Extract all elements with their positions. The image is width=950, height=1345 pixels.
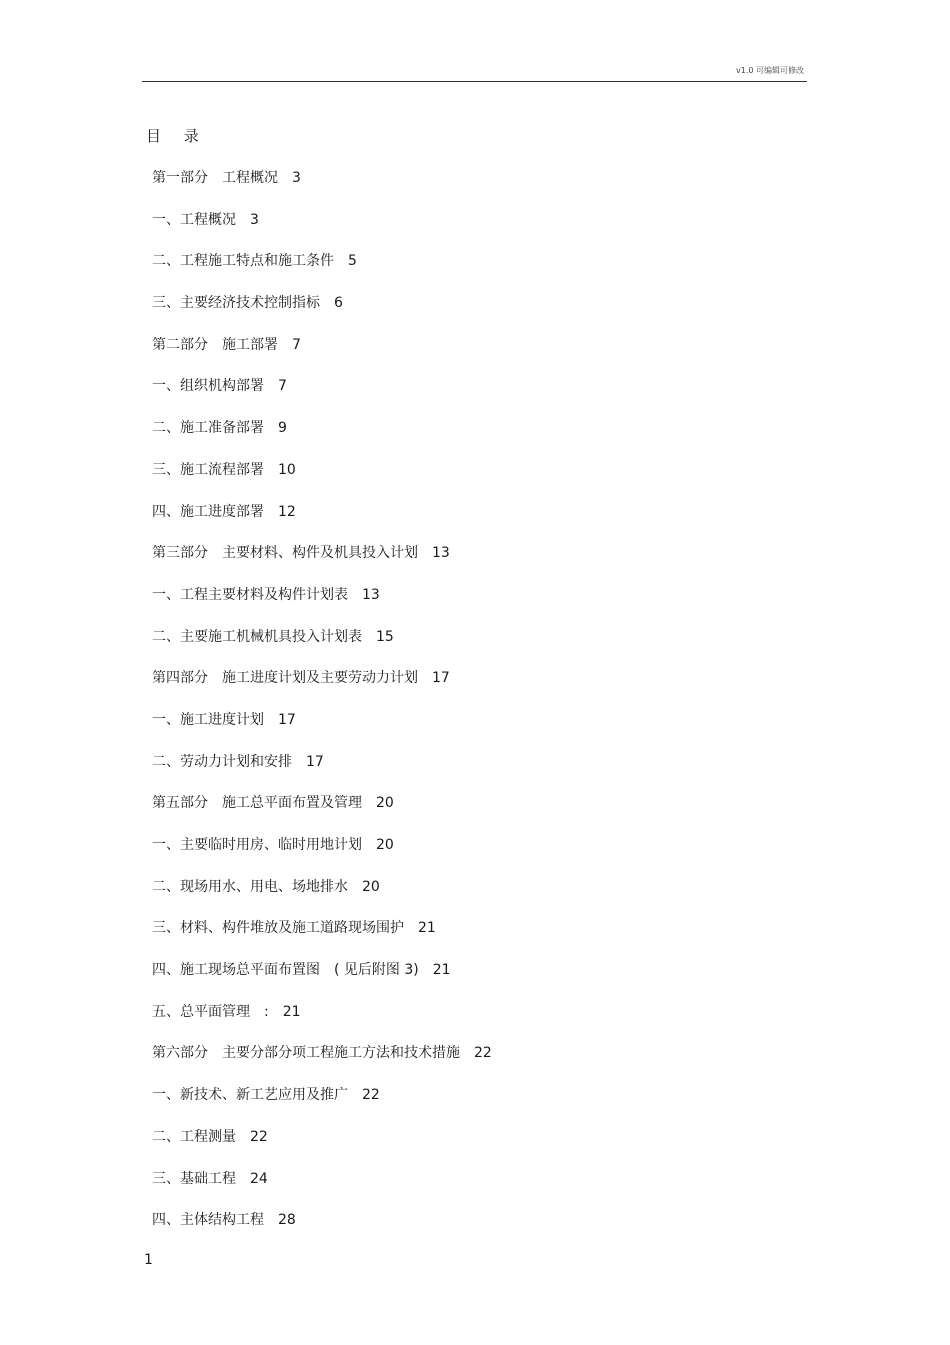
toc-entry[interactable] [152,627,492,669]
toc-entry-page: 17 [278,711,296,728]
toc-entry-label: 二、工程施工特点和施工条件 [152,253,334,270]
toc-entry[interactable] [152,1127,492,1169]
toc-entry[interactable] [152,418,492,460]
toc-title: 目 录 [146,127,208,145]
toc-entry-page: 20 [362,878,380,895]
toc-entry-page: 21 [282,1003,301,1020]
toc-entry[interactable] [152,502,492,544]
toc-entry[interactable] [152,376,492,418]
toc-entry[interactable] [152,1043,492,1085]
toc-entry-page: 28 [278,1212,296,1229]
toc-entry[interactable] [152,585,492,627]
toc-entry-page: 12 [278,503,296,520]
toc-entry-label: 二、劳动力计划和安排 [152,753,292,770]
toc-entry-page: 15 [376,628,394,645]
toc-entry-page: 21 [432,962,451,979]
toc-entry[interactable] [152,460,492,502]
toc-entry[interactable] [152,752,492,794]
toc-entry[interactable] [152,793,492,835]
toc-entry[interactable] [152,710,492,752]
toc-entry-page: 17 [306,753,324,770]
toc-entry-label: 三、主要经济技术控制指标 [152,295,320,312]
toc-entry-page: 9 [278,420,287,437]
toc-entry[interactable] [152,543,492,585]
toc-entry-label: 第六部分 主要分部分项工程施工方法和技术措施 [152,1045,460,1062]
toc-entry-page: 21 [418,920,436,937]
toc-entry[interactable] [152,210,492,252]
header-divider [142,81,807,82]
toc-entry-label: 第五部分 施工总平面布置及管理 [152,795,362,812]
toc-entry-page: 6 [334,295,343,312]
toc-entry[interactable] [152,293,492,335]
header-version-label: v1.0 可编辑可修改 [736,66,804,75]
toc-entry[interactable] [152,168,492,210]
toc-entry-label: 三、基础工程 [152,1170,236,1187]
toc-entry-label: 二、现场用水、用电、场地排水 [152,878,348,895]
toc-entry-page: 10 [278,461,296,478]
toc-entry-label: 一、组织机构部署 [152,378,264,395]
toc-entry-label: 一、工程主要材料及构件计划表 [152,586,348,603]
toc-entry[interactable] [152,835,492,877]
toc-entry-label: 三、施工流程部署 [152,461,264,478]
toc-entry[interactable] [152,251,492,293]
toc-entry-label: 二、主要施工机械机具投入计划表 [152,628,362,645]
toc-entry-label: 一、新技术、新工艺应用及推广 [152,1087,348,1104]
toc-entry-label: 二、施工准备部署 [152,420,264,437]
toc-entry[interactable] [152,877,492,919]
toc-entry[interactable] [152,918,492,960]
toc-entry[interactable] [152,1002,492,1044]
toc-entry-page: 5 [348,253,357,270]
toc-entry-label: 第一部分 工程概况 [152,170,278,186]
page-number: 1 [144,1252,153,1268]
toc-entry-page: 13 [432,545,450,562]
toc-entry-page: 20 [376,837,394,853]
toc-entry-page: 20 [376,795,394,812]
toc-entry[interactable] [152,1169,492,1211]
toc-entry-page: 7 [278,378,287,395]
toc-entry-label: 四、施工现场总平面布置图 ( 见后附图 3) [152,962,419,979]
toc-entry-label: 二、工程测量 [152,1128,236,1145]
toc-entry-page: 22 [474,1045,492,1062]
toc-entry-label: 一、工程概况 [152,211,236,228]
toc-entry-label: 一、主要临时用房、临时用地计划 [152,837,362,853]
toc-entry-page: 17 [432,670,450,687]
table-of-contents [152,168,492,1252]
toc-entry-page: 22 [362,1087,380,1104]
toc-entry-page: 13 [362,586,380,603]
toc-entry-page: 22 [250,1128,268,1145]
toc-entry-page: 7 [292,336,301,353]
toc-entry-page: 3 [250,211,259,228]
toc-entry[interactable] [152,960,492,1002]
toc-entry-page: 3 [292,170,301,186]
toc-entry-label: 四、主体结构工程 [152,1212,264,1229]
toc-entry-label: 三、材料、构件堆放及施工道路现场围护 [152,920,404,937]
toc-entry-page: 24 [250,1170,268,1187]
toc-entry-label: 一、施工进度计划 [152,711,264,728]
toc-entry-label: 第二部分 施工部署 [152,336,278,353]
toc-entry[interactable] [152,1210,492,1252]
toc-entry-label: 四、施工进度部署 [152,503,264,520]
toc-entry[interactable] [152,1085,492,1127]
toc-entry-label: 第四部分 施工进度计划及主要劳动力计划 [152,670,418,687]
toc-entry[interactable] [152,668,492,710]
toc-entry-label: 第三部分 主要材料、构件及机具投入计划 [152,545,418,562]
toc-entry[interactable] [152,335,492,377]
toc-entry-label: 五、总平面管理 : [152,1003,269,1020]
